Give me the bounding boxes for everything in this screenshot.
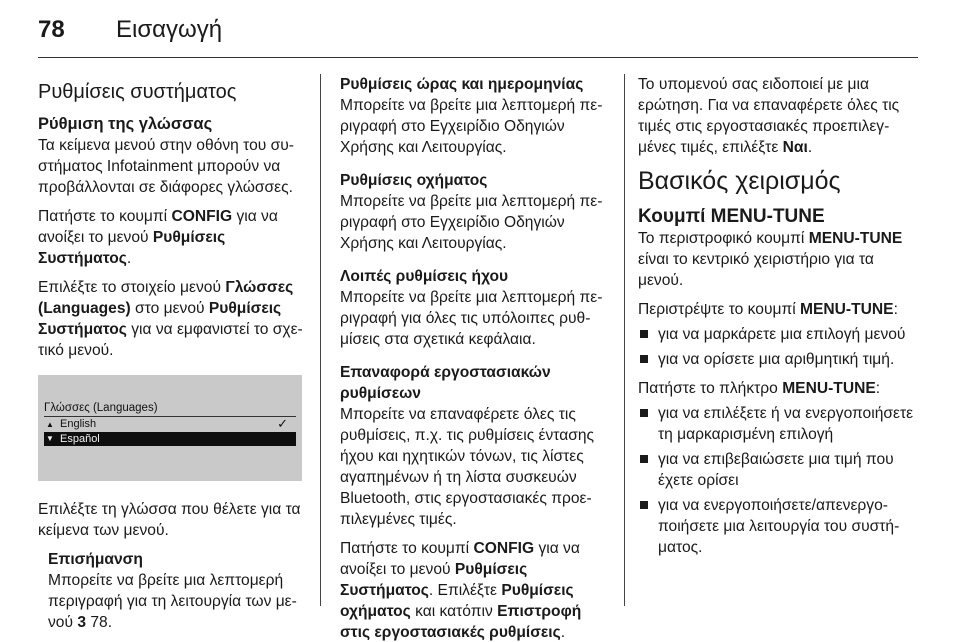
note-title: Επισήμανση xyxy=(48,551,143,568)
checkmark-icon: ✓ xyxy=(277,416,288,431)
sound-settings-heading: Λοιπές ρυθμίσεις ήχου xyxy=(340,268,509,285)
knob-description: Το περιστροφικό κουμπί MENU-TUNE είναι το κεντρικό χειριστήριο για τα μενού. xyxy=(638,230,903,289)
screen-list-item-selected: ▼ Español xyxy=(44,432,296,446)
sound-settings-text: Μπορείτε να βρείτε μια λεπτομερή περιγραφή για όλες τις υπόλοιπες ρυθμίσεις στα σχετικά κεφάλαια. xyxy=(340,289,603,348)
section-title: Ρυθμίσεις συστήματος xyxy=(38,81,237,103)
arrow-down-icon: ▼ xyxy=(46,434,54,443)
column-3 xyxy=(638,74,914,566)
header-divider xyxy=(38,57,918,58)
time-date-text: Μπορείτε να βρείτε μια λεπτομερή περιγραφή στο Εγχειρίδιο Οδηγιών Χρήσης και Λειτουργίας. xyxy=(340,97,603,156)
bullet-icon xyxy=(640,409,648,417)
choose-language-text: Επιλέξτε τη γλώσσα που θέλετε για τα κείμενα των μενού. xyxy=(38,501,301,539)
list-item: για να ενεργοποιήσετε/απενεργοποιήσετε μια λειτουργία του συστήματος. xyxy=(638,495,914,558)
bullet-icon xyxy=(640,330,648,338)
language-heading: Ρύθμιση της γλώσσας xyxy=(38,115,213,133)
config-instruction: Πατήστε το κουμπί CONFIG για να ανοίξει το μενού Ρυθμίσεις Συστήματος. xyxy=(38,208,278,267)
list-item: για να μαρκάρετε μια επιλογή μενού xyxy=(638,324,914,345)
language-screen-illustration xyxy=(38,375,302,481)
arrow-up-icon: ▲ xyxy=(46,420,54,429)
screen-divider xyxy=(44,416,296,417)
submenu-confirm-text: Το υπομενού σας ειδοποιεί με μια ερώτηση. Για να επαναφέρετε όλες τις τιμές στις εργοστασιακές προεπιλεγμένες τιμές, επιλέξτε Ναι. xyxy=(638,76,900,156)
column-2 xyxy=(340,74,610,642)
page-number: 78 xyxy=(38,16,65,43)
bullet-icon xyxy=(640,455,648,463)
bullet-icon xyxy=(640,501,648,509)
vehicle-settings-text: Μπορείτε να βρείτε μια λεπτομερή περιγραφή στο Εγχειρίδιο Οδηγιών Χρήσης και Λειτουργίας. xyxy=(340,193,603,252)
factory-reset-instruction: Πατήστε το κουμπί CONFIG για να ανοίξει το μενού Ρυθμίσεις Συστήματος. Επιλέξτε Ρυθμίσεις οχήματος και κατόπιν Επιστροφή στις εργοστασιακές ρυθμίσεις. xyxy=(340,540,582,641)
screen-list-item: ▲ English ✓ xyxy=(46,416,288,431)
list-item: για να επιλέξετε ή να ενεργοποιήσετε τη μαρκαρισμένη επιλογή xyxy=(638,403,914,445)
press-list xyxy=(638,403,914,558)
knob-heading: Κουμπί MENU-TUNE xyxy=(638,206,825,227)
page-ref-icon: 3 xyxy=(77,614,87,631)
language-intro: Τα κείμενα μενού στην οθόνη του συστήματος Infotainment μπορούν να προβάλλονται σε διάφορες γλώσσες. xyxy=(38,137,294,196)
list-item: για να επιβεβαιώσετε μια τιμή που έχετε ορίσει xyxy=(638,449,914,491)
turn-instruction: Περιστρέψτε το κουμπί MENU-TUNE: xyxy=(638,301,898,318)
note-box xyxy=(38,549,310,633)
bullet-icon xyxy=(640,355,648,363)
factory-reset-heading: Επαναφορά εργοστασιακών ρυθμίσεων xyxy=(340,364,551,402)
page-header xyxy=(38,16,918,56)
language-menu-instruction: Επιλέξτε το στοιχείο μενού Γλώσσες (Languages) στο μενού Ρυθμίσεις Συστήματος για να εμφανιστεί το σχετικό μενού. xyxy=(38,279,303,359)
page-title: Εισαγωγή xyxy=(116,16,223,43)
turn-list xyxy=(638,324,914,370)
screen-title: Γλώσσες (Languages) xyxy=(44,402,158,414)
note-text: Μπορείτε να βρείτε μια λεπτομερή περιγραφή για τη λειτουργία των μενού 3 78. xyxy=(48,572,297,631)
list-item: για να ορίσετε μια αριθμητική τιμή. xyxy=(638,349,914,370)
factory-reset-text: Μπορείτε να επαναφέρετε όλες τις ρυθμίσεις, π.χ. τις ρυθμίσεις έντασης ήχου και ηχητικών τόνων, τις λίστες αγαπημένων ή τη λίστα συσκευών Bluetooth, στις εργοστασιακές προεπιλεγμένες τιμές. xyxy=(340,406,595,528)
basic-operation-title: Βασικός χειρισμός xyxy=(638,167,841,195)
column-divider-2 xyxy=(624,74,625,606)
column-divider-1 xyxy=(320,74,321,606)
time-date-heading: Ρυθμίσεις ώρας και ημερομηνίας xyxy=(340,76,584,93)
vehicle-settings-heading: Ρυθμίσεις οχήματος xyxy=(340,172,488,189)
column-1 xyxy=(38,80,310,641)
press-instruction: Πατήστε το πλήκτρο MENU-TUNE: xyxy=(638,380,881,397)
